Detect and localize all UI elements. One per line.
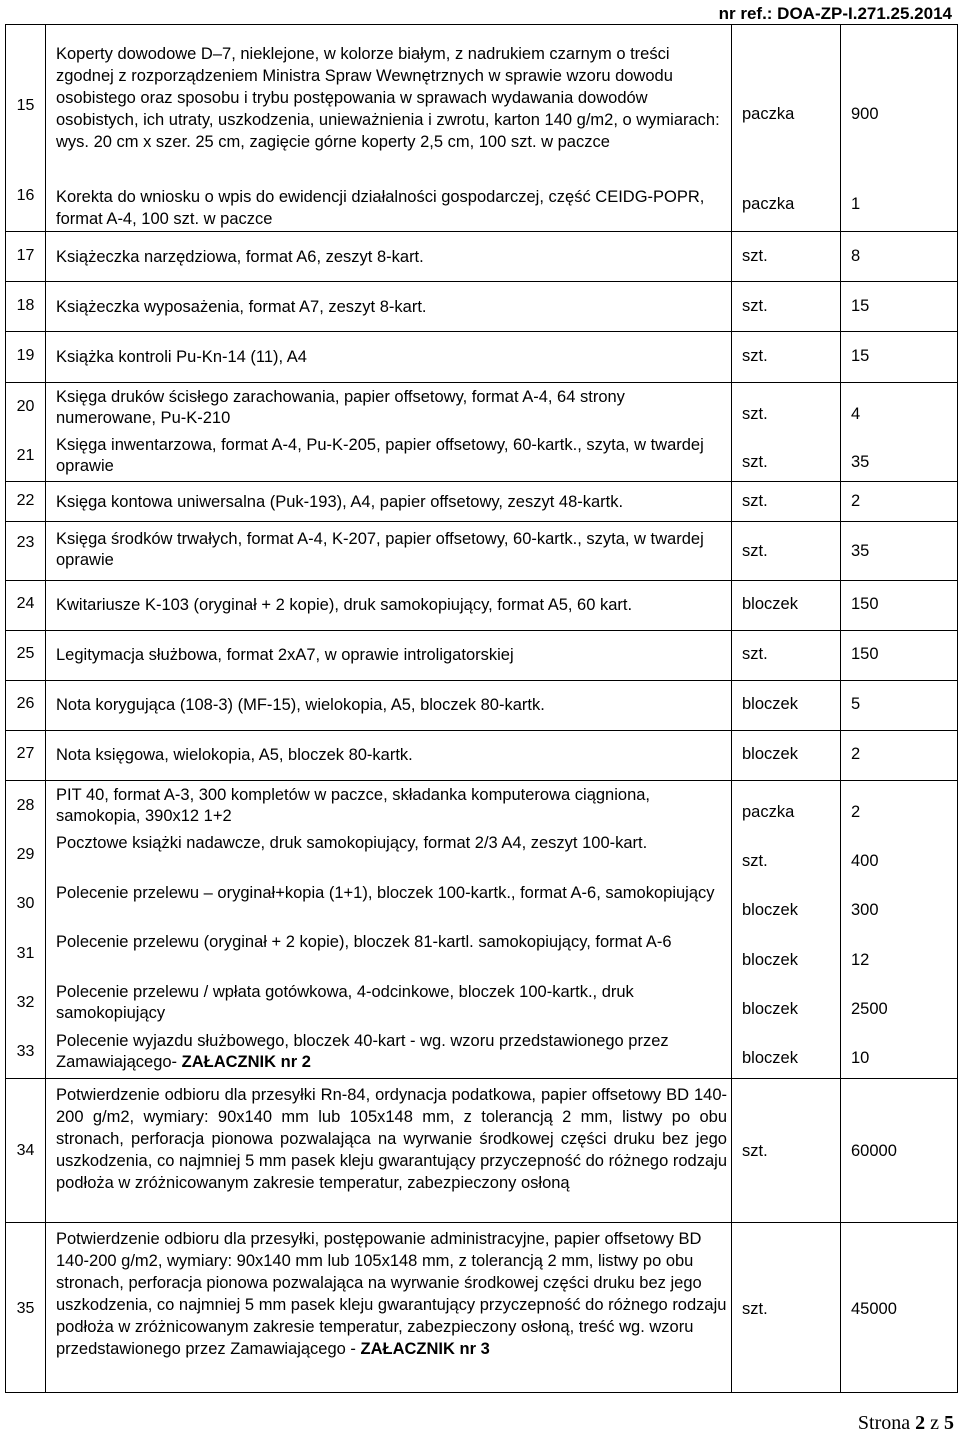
item-unit: szt. [742,247,768,265]
row-number: 35 [16,1300,35,1317]
row-number: 30 [16,895,35,912]
item-unit: bloczek [742,595,798,613]
item-description: Księga kontowa uniwersalna (Puk-193), A4, papier offsetowy, zeszyt 48-kartk. [56,493,624,511]
item-unit: szt. [742,405,768,423]
item-unit: bloczek [742,901,798,919]
unit-cell [732,25,841,232]
item-description: Księga środków trwałych, format A-4, K-207, papier offsetowy, 60-kartk., szyta, w twardej oprawie [56,530,704,569]
item-unit: paczka [742,803,795,821]
item-description: Księga inwentarzowa, format A-4, Pu-K-205, papier offsetowy, 60-kartk., szyta, w twardej oprawie [56,436,704,475]
item-quantity: 8 [851,247,861,265]
item-quantity: 15 [851,297,870,315]
row-number: 31 [16,945,35,962]
item-quantity: 1 [851,195,861,213]
item-unit: szt. [742,492,768,510]
item-unit: paczka [742,195,795,213]
item-unit: szt. [742,852,768,870]
row-number: 16 [16,187,35,204]
row-number: 19 [16,347,35,364]
item-quantity: 15 [851,347,870,365]
table-row [6,781,958,1079]
item-quantity: 10 [851,1049,870,1067]
item-quantity: 5 [851,695,861,713]
item-description: Książeczka wyposażenia, format A7, zeszyt 8-kart. [56,298,427,316]
row-number: 26 [16,695,35,712]
reference-number: nr ref.: DOA-ZP-I.271.25.2014 [718,4,952,23]
item-unit: paczka [742,105,795,123]
item-quantity: 300 [851,901,879,919]
item-unit: bloczek [742,1000,798,1018]
item-quantity: 900 [851,105,879,123]
item-unit: bloczek [742,695,798,713]
quantity-cell [841,25,958,232]
row-number: 15 [16,97,35,114]
table-row [6,1223,958,1393]
item-unit: szt. [742,1142,768,1160]
row-number: 23 [16,534,35,551]
item-quantity: 35 [851,542,870,560]
row-number: 22 [16,492,35,509]
page-number: 2 [915,1412,926,1434]
page-label: Strona [857,1412,911,1434]
page-separator: z [930,1412,939,1434]
item-quantity: 2 [851,745,861,763]
table-row [6,731,958,781]
item-description: Nota księgowa, wielokopia, A5, bloczek 80-kartk. [56,746,413,764]
item-description: Polecenie przelewu (oryginał + 2 kopie), bloczek 81-kartl. samokopiujący, format A-6 [56,933,672,951]
description-cell [46,25,732,232]
row-number-cell [6,25,46,232]
row-number: 21 [16,447,35,464]
item-description: Nota korygująca (108-3) (MF-15), wielokopia, A5, bloczek 80-kartk. [56,696,545,714]
item-description: Polecenie wyjazdu służbowego, bloczek 40-kart - wg. wzoru przedstawionego przez Zamawiającego- ZAŁACZNIK nr 2 [56,1032,669,1071]
item-quantity: 150 [851,645,879,663]
table-row [6,581,958,631]
item-quantity: 400 [851,852,879,870]
item-unit: szt. [742,645,768,663]
table-row [6,631,958,681]
item-quantity: 45000 [851,1300,897,1318]
items-table [5,24,958,1393]
table-row [6,332,958,383]
item-unit: bloczek [742,1049,798,1067]
item-description: Księga druków ścisłego zarachowania, papier offsetowy, format A-4, 64 strony numerowane, Pu-K-210 [56,388,625,427]
row-number: 20 [16,398,35,415]
item-quantity: 2500 [851,1000,888,1018]
item-quantity: 4 [851,405,861,423]
item-description: Koperty dowodowe D–7, nieklejone, w kolorze białym, z nadrukiem czarnym o treści zgodnej z rozporządzeniem Ministra Spraw Wewnętrznych w sprawie wzoru dowodu osobistego oraz sposobu i trybu postępowania w sprawach wydawania dowodów osobistych, ich utraty, uszkodzenia, unieważnienia i zwrotu, karton 140 g/m2, o wymiarach: wys. 20 cm x szer. 25 cm, zagięcie górne koperty 2,5 cm, 100 szt. w paczce [56,45,720,151]
attachment-reference: ZAŁACZNIK nr 2 [181,1053,311,1071]
page-total: 5 [944,1412,954,1434]
item-description: Kwitariusze K-103 (oryginał + 2 kopie), druk samokopiujący, format A5, 60 kart. [56,596,633,614]
item-quantity: 35 [851,453,870,471]
table-row [6,25,958,232]
item-description: Książeczka narzędziowa, format A6, zeszyt 8-kart. [56,248,424,266]
row-number: 33 [16,1043,35,1060]
item-description: PIT 40, format A-3, 300 kompletów w paczce, składanka komputerowa ciągniona, samokopia, 390x12 1+2 [56,786,651,825]
item-unit: szt. [742,1300,768,1318]
row-number: 25 [16,645,35,662]
row-number: 17 [16,247,35,264]
item-unit: szt. [742,347,768,365]
item-unit: bloczek [742,745,798,763]
table-row [6,482,958,522]
row-number: 24 [16,595,35,612]
item-description: Potwierdzenie odbioru dla przesyłki Rn-84, ordynacja podatkowa, papier offsetowy BD 140-200 g/m2, wymiary: 90x140 mm lub 105x148 mm, z tolerancją 2 mm, listwy po obu stronach, perforacja pionowa pozwalająca na wyrwanie środkowej części druku bez jego uszkodzenia, co najmniej 5 mm pasek kleju gwarantujący przyczepność do różnego rodzaju podłoża w zróżnicowanym zakresie temperatur, zabezpieczony osłoną [56,1086,727,1192]
page-footer [858,1412,954,1434]
table-row [6,522,958,581]
item-unit: bloczek [742,951,798,969]
item-description: Pocztowe książki nadawcze, druk samokopiujący, format 2/3 A4, zeszyt 100-kart. [56,834,648,852]
item-description: Polecenie przelewu – oryginał+kopia (1+1), bloczek 100-kartk., format A-6, samokopiujący [56,884,715,902]
row-number: 27 [16,745,35,762]
item-description: Potwierdzenie odbioru dla przesyłki, postępowanie administracyjne, papier offsetowy BD 140-200 g/m2, wymiary: 90x140 mm lub 105x148 mm, z tolerancją 2 mm, listwy po obu stronach, perforacja pionowa pozwalająca na wyrwanie środkowej części druku bez jego uszkodzenia, co najmniej 5 mm pasek kleju gwarantujący przyczepność do różnego rodzaju podłoża w zróżnicowanym zakresie temperatur, zabezpieczony osłoną, treść wg. wzoru przedstawionego przez Zamawiającego - ZAŁACZNIK nr 3 [56,1230,727,1358]
table-row [6,282,958,332]
item-quantity: 2 [851,803,861,821]
item-quantity: 60000 [851,1142,897,1160]
table-row [6,383,958,482]
attachment-reference: ZAŁACZNIK nr 3 [360,1340,490,1358]
table-row [6,1079,958,1223]
item-unit: szt. [742,297,768,315]
item-quantity: 12 [851,951,870,969]
item-quantity: 150 [851,595,879,613]
item-quantity: 2 [851,492,861,510]
item-description: Legitymacja służbowa, format 2xA7, w oprawie introligatorskiej [56,646,514,664]
row-number: 18 [16,297,35,314]
table-row [6,232,958,282]
row-number: 32 [16,994,35,1011]
item-description: Polecenie przelewu / wpłata gotówkowa, 4-odcinkowe, bloczek 100-kartk., druk samokopiujący [56,983,634,1022]
row-number: 28 [16,797,35,814]
item-description: Korekta do wniosku o wpis do ewidencji działalności gospodarczej, część CEIDG-POPR, format A-4, 100 szt. w paczce [56,188,705,228]
row-number: 29 [16,846,35,863]
item-unit: szt. [742,453,768,471]
item-unit: szt. [742,542,768,560]
row-number: 34 [16,1142,35,1159]
table-row [6,681,958,731]
item-description: Książka kontroli Pu-Kn-14 (11), A4 [56,348,307,366]
